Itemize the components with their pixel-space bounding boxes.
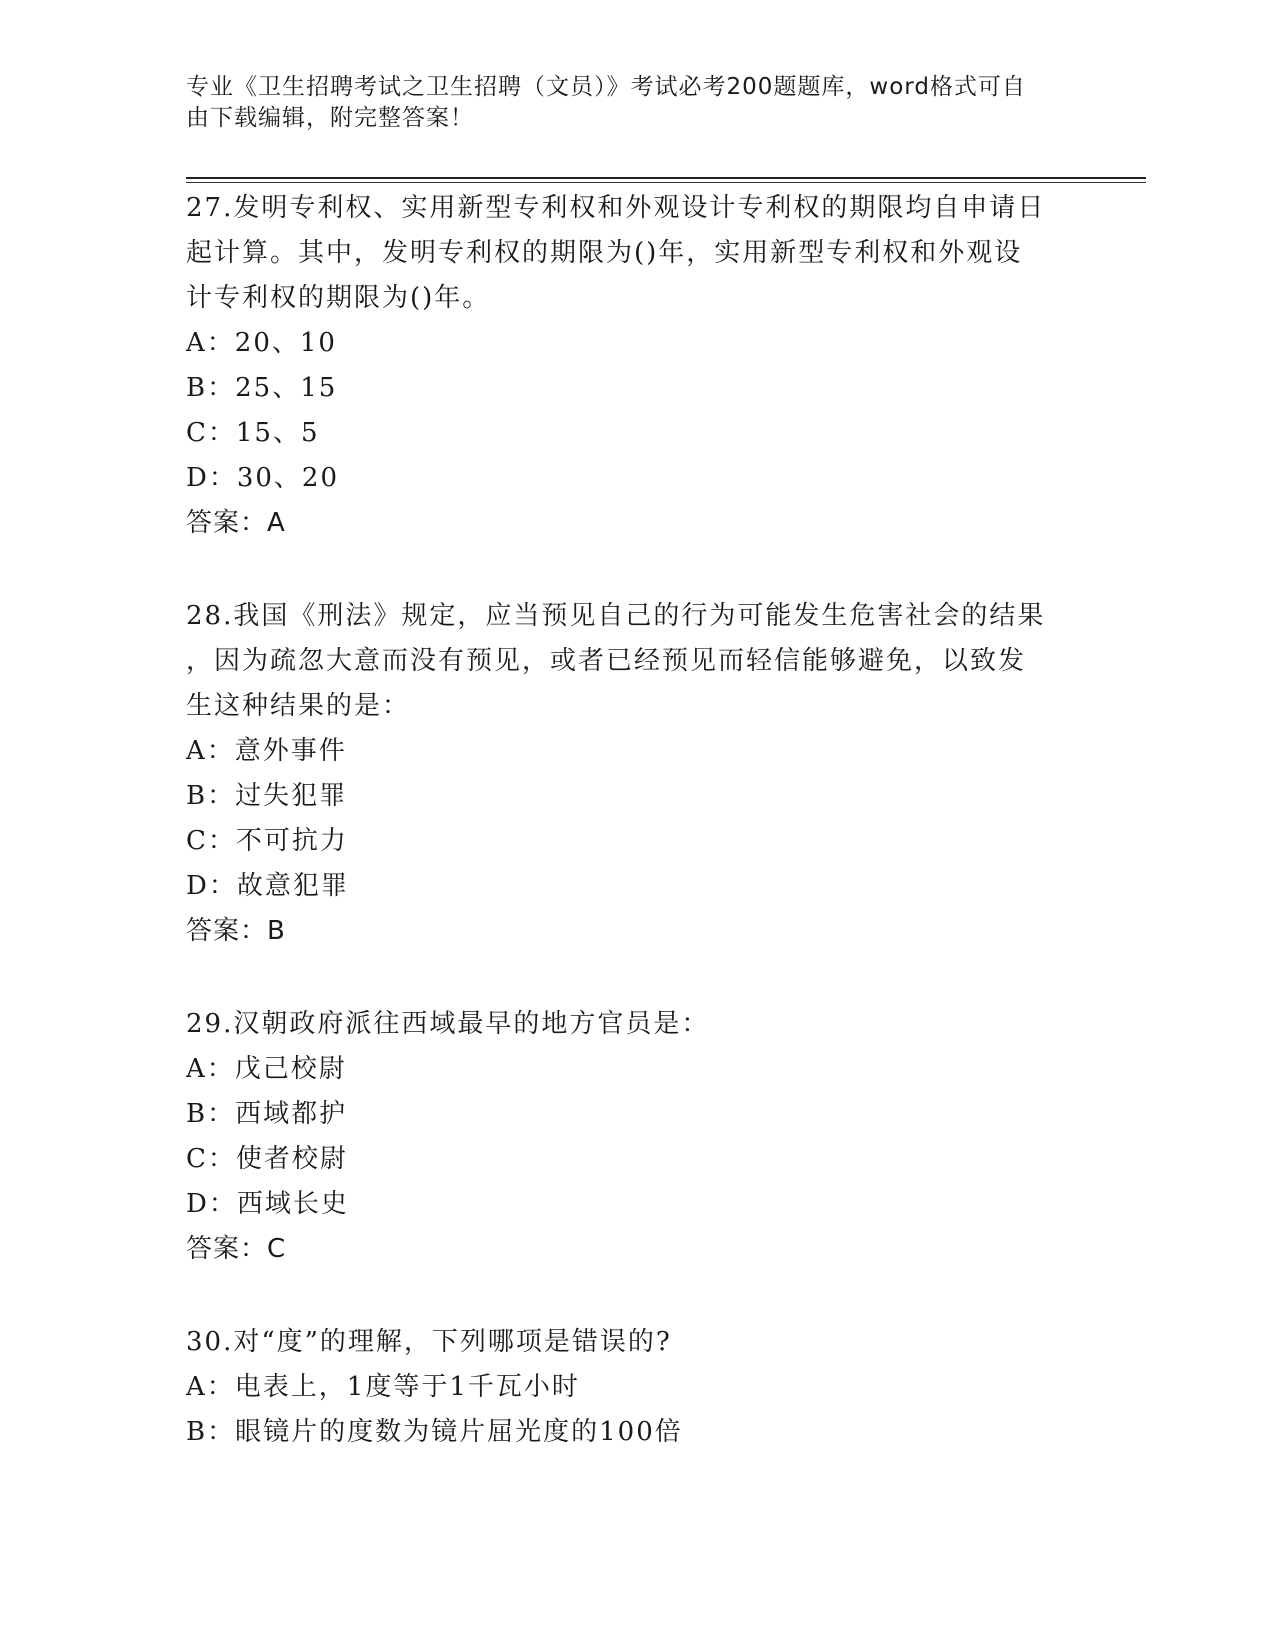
option-a: A：意外事件 [186,736,347,766]
option-d: D：西域长史 [186,1189,349,1219]
question-27 [186,186,1086,546]
question-stem-line: 28.我国《刑法》规定，应当预见自己的行为可能发生危害社会的结果 [186,601,1046,631]
option-c: C：15、5 [186,418,320,448]
option-b: B：25、15 [186,373,338,403]
option-a: A：电表上，1度等于1千瓦小时 [186,1372,580,1402]
header-line-2: 由下载编辑，附完整答案！ [186,105,474,131]
header-divider-thick [186,177,1146,179]
option-a: A：20、10 [186,328,337,358]
question-stem-line: 起计算。其中，发明专利权的期限为()年，实用新型专利权和外观设 [186,238,1023,268]
question-stem-line: 30.对“度”的理解，下列哪项是错误的? [186,1327,672,1357]
question-stem-line: ，因为疏忽大意而没有预见，或者已经预见而轻信能够避免，以致发 [186,646,1027,676]
answer-label: 答案：B [186,916,286,946]
document-header [186,72,1066,134]
answer-label: 答案：A [186,508,286,538]
option-a: A：戊己校尉 [186,1054,347,1084]
option-d: D：故意犯罪 [186,871,349,901]
option-c: C：使者校尉 [186,1144,348,1174]
header-line-1: 专业《卫生招聘考试之卫生招聘（文员）》考试必考200题题库，word格式可自 [186,74,1026,100]
question-28 [186,594,1086,954]
option-c: C：不可抗力 [186,826,348,856]
header-divider-thin [186,182,1146,183]
answer-label: 答案：C [186,1234,287,1264]
question-29 [186,1002,1086,1272]
option-d: D：30、20 [186,463,340,493]
question-stem-line: 29.汉朝政府派往西域最早的地方官员是： [186,1009,710,1039]
option-b: B：过失犯罪 [186,781,348,811]
question-stem-line: 计专利权的期限为()年。 [186,283,491,313]
question-30 [186,1320,1086,1455]
option-b: B：西域都护 [186,1099,348,1129]
option-b: B：眼镜片的度数为镜片屈光度的100倍 [186,1417,683,1447]
question-stem-line: 生这种结果的是： [186,691,411,721]
question-stem-line: 27.发明专利权、实用新型专利权和外观设计专利权的期限均自申请日 [186,193,1046,223]
